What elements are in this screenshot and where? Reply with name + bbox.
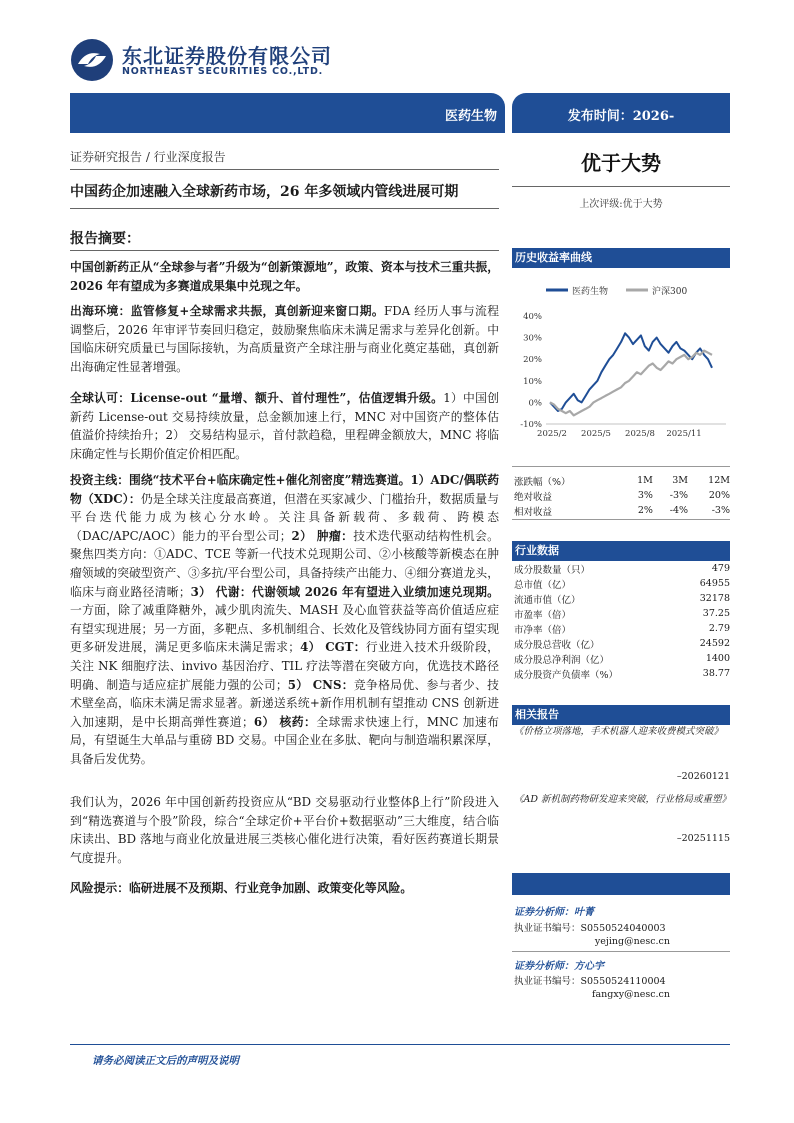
y-tick-label: 10% xyxy=(523,376,542,387)
table-row xyxy=(514,606,730,621)
perf-header-3m: 3M xyxy=(672,475,689,486)
perf-header-1m: 1M xyxy=(637,475,653,486)
rating: 优于大势 xyxy=(581,151,661,175)
invest-oncology: 技术迭代驱动结构性机会。聚焦四类方向：①ADC、TCE 等新一代技术兑现期公司、②小核酸等新模态在肿瘤领域的突破型资产、③多抗/平台型公司，具备持续产出能力、④细分赛道龙头，临床与商业路径清晰； xyxy=(70,528,499,599)
divider xyxy=(512,466,730,467)
previous-rating: 上次评级:优于大势 xyxy=(579,199,663,210)
market-label: 市盈率（倍） xyxy=(514,609,572,621)
logo-mark-icon xyxy=(70,38,114,82)
divider xyxy=(512,951,730,952)
analyst-email[interactable]: yejing@nesc.cn xyxy=(594,936,670,947)
table-row xyxy=(514,561,730,576)
analyst-cert: 执业证书编号：S0550524040003 xyxy=(514,923,666,934)
related-heading: 相关报告 xyxy=(512,705,730,725)
sector-label: 医药生物 xyxy=(444,109,497,124)
invest-h-oncology: 2） 肿瘤： xyxy=(291,528,354,543)
divider xyxy=(512,186,730,187)
perf-cell: -3% xyxy=(669,490,689,501)
related-report-link[interactable]: 《价格立项落地，手术机器人迎来收费模式突破》 xyxy=(514,726,724,737)
x-tick-label: 2025/8 xyxy=(625,429,655,439)
table-row xyxy=(514,636,730,651)
footer-disclaimer: 请务必阅读正文后的声明及说明 xyxy=(92,1055,239,1067)
analyst-name: 证券分析师：方心宇 xyxy=(514,961,604,972)
invest-h-metabolic: 3） 代谢：代谢领域 2026 年有望进入业绩加速兑现期。 xyxy=(190,584,499,599)
series-line xyxy=(550,351,712,416)
report-type: 证券研究报告 / 行业深度报告 xyxy=(70,150,226,164)
table-row xyxy=(514,488,730,503)
divider xyxy=(70,169,499,170)
market-value: 2.79 xyxy=(708,623,730,634)
divider xyxy=(512,519,730,520)
market-label: 成分股数量（只） xyxy=(514,564,591,576)
related-report-date: –20260121 xyxy=(676,771,730,782)
table-row xyxy=(514,651,730,666)
company-name-en: NORTHEAST SECURITIES CO.,LTD. xyxy=(122,66,324,77)
invest-h-nuclear: 6） 核药： xyxy=(253,714,317,729)
invest-cgt: 行业进入技术升级阶段，关注 NK 细胞疗法、invivo 基因治疗、TIL 疗法等潜在突破方向，优选技术路径明确、制造与适应症扩展能力强的公司； xyxy=(70,640,499,692)
footer-divider xyxy=(70,1044,730,1045)
market-label: 成分股总净利润（亿） xyxy=(514,654,610,666)
y-tick-label: -10% xyxy=(520,420,542,430)
market-table xyxy=(514,561,730,681)
global-lead: 全球认可：License-out “量增、额升、首付理性”，估值逻辑升级。 xyxy=(70,391,444,405)
market-value: 32178 xyxy=(699,593,730,604)
summary-paragraph-invest xyxy=(70,471,499,769)
perf-cell: -3% xyxy=(711,505,730,516)
legend-label: 沪深300 xyxy=(652,287,688,297)
market-label: 成分股资产负债率（%） xyxy=(514,669,619,681)
market-value: 1400 xyxy=(705,653,730,664)
series-line xyxy=(550,333,712,411)
table-row xyxy=(514,621,730,636)
y-tick-label: 0% xyxy=(528,398,542,409)
risk-warning xyxy=(70,879,499,898)
table-row xyxy=(514,591,730,606)
analyst-email[interactable]: fangxy@nesc.cn xyxy=(592,989,670,1000)
divider xyxy=(70,208,499,209)
summary-paragraph-env xyxy=(70,302,499,376)
summary-conclusion: 我们认为，2026 年中国创新药投资应从“BD 交易驱动行业整体β上行”阶段进入到“精选赛道与个股”阶段，综合“全球定价+平台价+数据驱动”三大维度，结合临床读出、BD 落地与商业化放量进展三类核心催化进行决策，看好医药赛道长期景气度提升。 xyxy=(70,795,499,865)
publish-band xyxy=(512,93,730,133)
market-label: 市净率（倍） xyxy=(514,624,572,636)
perf-cell: 2% xyxy=(637,505,653,516)
publish-time: 发布时间：2026- xyxy=(567,109,675,124)
invest-adc: 仍是全球关注度最高赛道，但潜在买家减少、门槛抬升，数据质量与平台迭代能力成为核心分水岭。关注具备新载荷、多载荷、跨模态（DAC/APC/AOC）能力的平台型公司； xyxy=(70,491,499,543)
market-label: 总市值（亿） xyxy=(514,579,572,591)
invest-nuclear: 全球需求快速上行，MNC 加速布局，有望诞生大单品与重磅 BD 交易。中国企业在多肽、靶向与制造端积累深厚，具备后发优势。 xyxy=(70,714,499,766)
perf-cell: 20% xyxy=(708,490,730,501)
company-name-cn: 东北证券股份有限公司 xyxy=(122,44,332,68)
market-label: 流通市值（亿） xyxy=(514,594,581,606)
perf-cell: 绝对收益 xyxy=(514,491,553,503)
legend-label: 医药生物 xyxy=(572,287,609,297)
perf-cell: 相对收益 xyxy=(514,506,553,518)
divider xyxy=(70,250,499,251)
summary-paragraph-global xyxy=(70,389,499,463)
related-report-link[interactable]: 《AD 新机制药物研发迎来突破，行业格局或重塑》 xyxy=(514,794,731,805)
invest-h-cns: 5） CNS： xyxy=(287,677,354,692)
table-row xyxy=(514,576,730,591)
table-row xyxy=(514,503,730,518)
perf-cell: -4% xyxy=(669,505,689,516)
market-value: 37.25 xyxy=(702,608,730,619)
perf-header-label: 涨跌幅（%） xyxy=(514,476,571,488)
company-logo xyxy=(70,38,370,82)
return-chart xyxy=(512,278,730,448)
report-title: 中国药企加速融入全球新药市场，26 年多领域内管线进展可期 xyxy=(70,184,459,200)
perf-cell: 3% xyxy=(637,490,653,501)
x-tick-label: 2025/5 xyxy=(581,429,611,439)
analyst-name: 证券分析师：叶菁 xyxy=(514,907,594,918)
summary-intro-text: 中国创新药正从“全球参与者”升级为“创新策源地”，政策、资本与技术三重共振，2026 年有望成为多赛道成果集中兑现之年。 xyxy=(70,260,499,293)
performance-table xyxy=(514,473,730,518)
table-row xyxy=(514,666,730,681)
x-tick-label: 2025/11 xyxy=(666,429,702,439)
related-report-date: –20251115 xyxy=(676,833,730,844)
y-tick-label: 20% xyxy=(523,355,542,366)
analyst-heading-bar xyxy=(512,873,730,895)
y-tick-label: 40% xyxy=(523,312,542,322)
env-lead: 出海环境：监管修复+全球需求共振，真创新迎来窗口期。 xyxy=(70,304,385,318)
invest-h-cgt: 4） CGT： xyxy=(300,640,366,655)
market-value: 64955 xyxy=(699,578,730,589)
table-row xyxy=(514,473,730,488)
invest-lead: 投资主线：围绕“技术平台+临床确定性+催化剂密度”精选赛道。1）ADC/偶联药物（XDC）： xyxy=(70,473,499,506)
global-body: 1）中国创新药 License-out 交易持续放量，总金额加速上行，MNC 对中国资产的整体估值溢价持续抬升；2） 交易结构显示，首付款趋稳，里程碑金额放大，MNC 将临床确定性与长期价值定价相匹配。 xyxy=(70,391,499,461)
market-value: 24592 xyxy=(699,638,730,649)
summary-intro xyxy=(70,258,499,295)
analyst-cert: 执业证书编号：S0550524110004 xyxy=(514,976,666,987)
invest-cns: 竞争格局优、参与者少、技术壁垒高，临床未满足需求显著。新递送系统+新作用机制有望推动 CNS 创新进入加速期，是中长期高弹性赛道； xyxy=(70,677,499,729)
sector-band xyxy=(70,93,505,133)
summary-heading: 报告摘要： xyxy=(70,231,140,247)
market-label: 成分股总营收（亿） xyxy=(514,639,600,651)
market-heading: 行业数据 xyxy=(512,541,730,561)
chart-heading: 历史收益率曲线 xyxy=(512,248,730,268)
x-tick-label: 2025/2 xyxy=(537,429,567,439)
env-body: FDA 经历人事与流程调整后，2026 年审评节奏回归稳定，鼓励聚焦临床未满足需求与差异化创新。中国临床研究质量已与国际接轨，为高质量资产全球注册与商业化奠定基础，真创新出海确定性显著增强。 xyxy=(70,304,500,374)
risk-text: 风险提示：临研进展不及预期、行业竞争加剧、政策变化等风险。 xyxy=(70,881,413,895)
market-value: 38.77 xyxy=(702,668,730,679)
perf-header-12m: 12M xyxy=(708,475,730,486)
invest-metabolic: 一方面，除了减重降糖外，减少肌肉流失、MASH 及心血管获益等高价值适应症有望实现进展；另一方面，多靶点、多机制组合、长效化及管线协同方面有望实现更多研发进展，满足更多临床未满足需求； xyxy=(70,603,499,655)
market-value: 479 xyxy=(711,563,730,574)
y-tick-label: 30% xyxy=(523,333,542,344)
